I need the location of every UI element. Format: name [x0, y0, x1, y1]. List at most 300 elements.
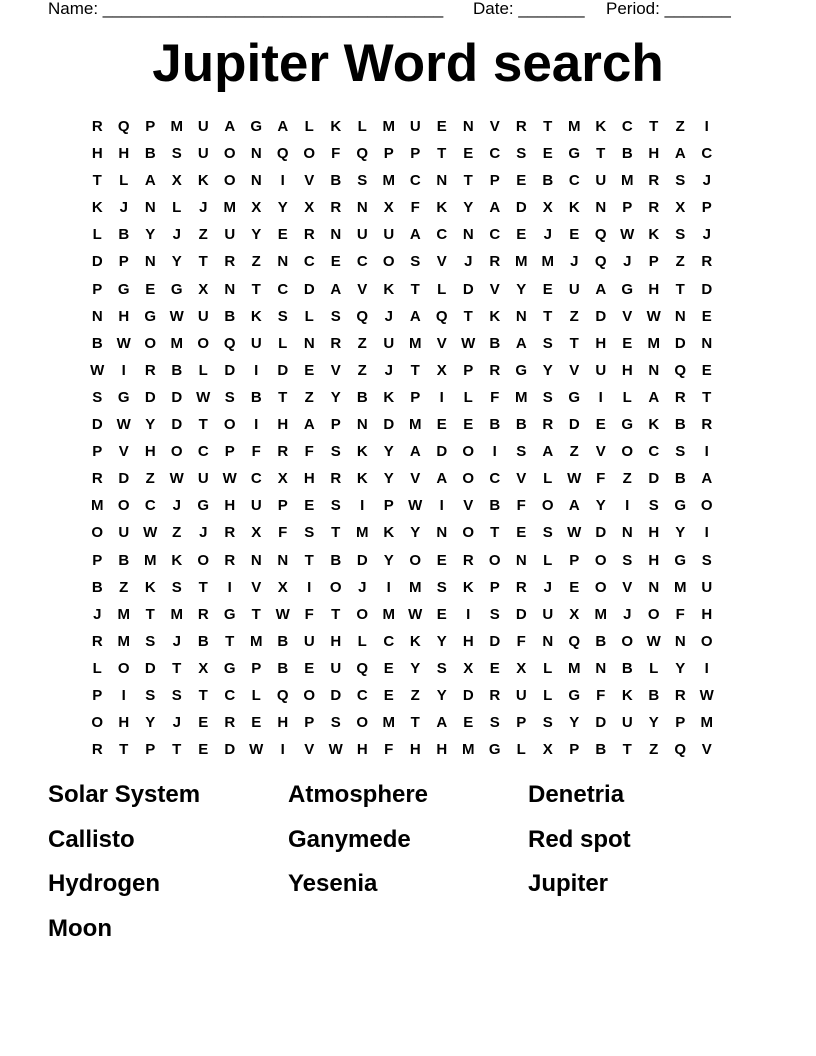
grid-letter[interactable]: O [594, 551, 607, 569]
grid-letter[interactable]: F [410, 199, 420, 217]
grid-letter[interactable]: L [516, 741, 526, 759]
grid-letter[interactable]: L [278, 334, 288, 352]
grid-letter[interactable]: V [622, 307, 633, 325]
grid-letter[interactable]: T [490, 524, 500, 542]
grid-letter[interactable]: I [466, 605, 471, 623]
grid-letter[interactable]: M [647, 334, 660, 352]
grid-letter[interactable]: H [144, 443, 156, 461]
grid-letter[interactable]: N [356, 416, 368, 434]
grid-letter[interactable]: R [224, 524, 236, 542]
grid-letter[interactable]: P [701, 199, 712, 217]
grid-letter[interactable]: V [489, 118, 500, 135]
grid-letter[interactable]: J [358, 578, 367, 596]
grid-letter[interactable]: C [356, 686, 368, 704]
grid-letter[interactable]: H [462, 632, 474, 650]
grid-letter[interactable]: E [516, 226, 527, 244]
grid-letter[interactable]: E [463, 714, 474, 732]
grid-letter[interactable]: K [595, 118, 607, 135]
grid-letter[interactable]: W [116, 416, 131, 434]
grid-letter[interactable]: S [304, 524, 315, 542]
grid-letter[interactable]: O [197, 551, 210, 569]
grid-letter[interactable]: Y [383, 551, 394, 569]
grid-letter[interactable]: T [543, 118, 553, 135]
grid-letter[interactable]: I [254, 416, 259, 434]
grid-letter[interactable]: G [223, 605, 236, 623]
grid-letter[interactable]: H [277, 714, 289, 732]
grid-letter[interactable]: R [91, 632, 103, 650]
grid-letter[interactable]: N [330, 226, 342, 244]
grid-letter[interactable]: T [649, 118, 659, 135]
grid-letter[interactable]: E [304, 497, 315, 515]
grid-letter[interactable]: W [646, 632, 661, 650]
grid-letter[interactable]: X [198, 659, 209, 677]
grid-letter[interactable]: J [384, 307, 393, 325]
grid-letter[interactable]: Q [435, 307, 448, 325]
grid-letter[interactable]: A [436, 714, 448, 732]
grid-letter[interactable]: L [92, 226, 102, 244]
grid-letter[interactable]: F [384, 741, 394, 759]
grid-letter[interactable]: Q [117, 118, 130, 135]
grid-letter[interactable]: O [197, 334, 210, 352]
grid-letter[interactable]: Y [436, 632, 447, 650]
grid-letter[interactable]: K [197, 172, 209, 190]
grid-letter[interactable]: M [700, 714, 713, 732]
grid-letter[interactable]: K [383, 524, 395, 542]
grid-letter[interactable]: M [356, 524, 369, 542]
grid-letter[interactable]: F [278, 524, 288, 542]
grid-letter[interactable]: B [621, 659, 633, 677]
grid-letter[interactable]: B [674, 416, 686, 434]
grid-letter[interactable]: D [356, 551, 368, 569]
grid-letter[interactable]: I [307, 578, 312, 596]
grid-letter[interactable]: P [569, 551, 580, 569]
grid-letter[interactable]: I [121, 361, 126, 379]
grid-letter[interactable]: P [92, 280, 103, 298]
grid-letter[interactable]: W [169, 307, 184, 325]
grid-letter[interactable]: U [568, 280, 580, 298]
grid-letter[interactable]: K [648, 226, 660, 244]
grid-letter[interactable]: M [382, 714, 395, 732]
grid-letter[interactable]: O [144, 334, 157, 352]
grid-letter[interactable]: U [383, 226, 395, 244]
grid-letter[interactable]: S [357, 172, 368, 190]
grid-letter[interactable]: W [143, 524, 158, 542]
grid-letter[interactable]: N [303, 334, 315, 352]
grid-letter[interactable]: S [92, 388, 103, 406]
grid-letter[interactable]: S [171, 578, 182, 596]
grid-letter[interactable]: F [516, 632, 526, 650]
grid-letter[interactable]: D [489, 632, 501, 650]
grid-letter[interactable]: I [227, 578, 232, 596]
grid-letter[interactable]: J [172, 497, 181, 515]
grid-letter[interactable]: X [171, 172, 182, 190]
grid-letter[interactable]: Y [436, 686, 447, 704]
grid-letter[interactable]: T [304, 551, 314, 569]
grid-letter[interactable]: G [144, 307, 157, 325]
grid-letter[interactable]: X [542, 199, 553, 217]
grid-letter[interactable]: T [331, 524, 341, 542]
grid-letter[interactable]: O [223, 145, 236, 163]
grid-letter[interactable]: Y [383, 470, 394, 488]
grid-letter[interactable]: J [543, 578, 552, 596]
grid-letter[interactable]: V [436, 334, 447, 352]
grid-letter[interactable]: M [409, 578, 422, 596]
grid-letter[interactable]: V [118, 443, 129, 461]
grid-letter[interactable]: F [304, 443, 314, 461]
grid-letter[interactable]: S [489, 605, 500, 623]
grid-letter[interactable]: S [277, 307, 288, 325]
grid-letter[interactable]: H [303, 470, 315, 488]
grid-letter[interactable]: W [567, 470, 582, 488]
grid-letter[interactable]: N [356, 199, 368, 217]
grid-letter[interactable]: N [462, 226, 474, 244]
grid-letter[interactable]: L [198, 361, 208, 379]
grid-letter[interactable]: N [144, 199, 156, 217]
grid-letter[interactable]: E [145, 280, 156, 298]
grid-letter[interactable]: J [384, 361, 393, 379]
grid-letter[interactable]: D [462, 686, 474, 704]
grid-letter[interactable]: T [437, 145, 447, 163]
grid-letter[interactable]: E [463, 145, 474, 163]
grid-letter[interactable]: U [621, 714, 633, 732]
grid-letter[interactable]: P [622, 199, 633, 217]
grid-letter[interactable]: A [674, 145, 686, 163]
grid-letter[interactable]: H [595, 334, 607, 352]
grid-letter[interactable]: N [462, 118, 474, 135]
grid-letter[interactable]: K [356, 470, 368, 488]
grid-letter[interactable]: Y [648, 714, 659, 732]
grid-letter[interactable]: E [569, 578, 580, 596]
grid-letter[interactable]: C [303, 253, 315, 271]
grid-letter[interactable]: L [172, 199, 182, 217]
grid-letter[interactable]: H [277, 416, 289, 434]
grid-letter[interactable]: M [382, 118, 395, 135]
grid-letter[interactable]: L [543, 659, 553, 677]
grid-letter[interactable]: G [515, 361, 528, 379]
grid-letter[interactable]: M [674, 578, 687, 596]
grid-letter[interactable]: P [410, 145, 421, 163]
grid-letter[interactable]: U [356, 226, 368, 244]
grid-letter[interactable]: Z [172, 524, 182, 542]
grid-letter[interactable]: D [224, 361, 236, 379]
grid-letter[interactable]: Z [622, 470, 632, 488]
grid-letter[interactable]: T [172, 659, 182, 677]
grid-letter[interactable]: C [356, 253, 368, 271]
grid-letter[interactable]: E [436, 118, 447, 135]
grid-letter[interactable]: R [224, 253, 236, 271]
grid-letter[interactable]: N [648, 578, 660, 596]
grid-letter[interactable]: P [304, 714, 315, 732]
grid-letter[interactable]: S [436, 659, 447, 677]
grid-letter[interactable]: L [304, 307, 314, 325]
grid-letter[interactable]: O [488, 551, 501, 569]
grid-letter[interactable]: P [277, 497, 288, 515]
grid-letter[interactable]: O [117, 497, 130, 515]
grid-letter[interactable]: S [516, 145, 527, 163]
grid-letter[interactable]: T [251, 280, 261, 298]
grid-letter[interactable]: T [278, 388, 288, 406]
grid-letter[interactable]: I [704, 443, 709, 461]
grid-letter[interactable]: E [277, 226, 288, 244]
grid-letter[interactable]: S [675, 443, 686, 461]
grid-letter[interactable]: U [197, 470, 209, 488]
grid-letter[interactable]: R [224, 551, 236, 569]
grid-letter[interactable]: S [330, 443, 341, 461]
grid-letter[interactable]: B [489, 497, 501, 515]
grid-letter[interactable]: T [225, 632, 235, 650]
grid-letter[interactable]: X [569, 605, 580, 623]
grid-letter[interactable]: A [515, 334, 527, 352]
grid-letter[interactable]: Z [675, 118, 685, 135]
grid-letter[interactable]: N [515, 307, 527, 325]
grid-letter[interactable]: P [92, 551, 103, 569]
grid-letter[interactable]: D [303, 280, 315, 298]
grid-letter[interactable]: G [197, 497, 210, 515]
grid-letter[interactable]: O [621, 632, 634, 650]
grid-letter[interactable]: G [117, 280, 130, 298]
grid-letter[interactable]: S [171, 145, 182, 163]
grid-letter[interactable]: E [595, 416, 606, 434]
grid-letter[interactable]: D [277, 361, 289, 379]
grid-letter[interactable]: D [701, 280, 713, 298]
grid-letter[interactable]: N [277, 551, 289, 569]
grid-letter[interactable]: T [145, 605, 155, 623]
grid-letter[interactable]: I [386, 578, 391, 596]
grid-letter[interactable]: L [119, 172, 129, 190]
grid-letter[interactable]: J [172, 226, 181, 244]
grid-letter[interactable]: N [277, 253, 289, 271]
grid-letter[interactable]: Y [171, 253, 182, 271]
grid-letter[interactable]: I [598, 388, 603, 406]
grid-letter[interactable]: M [382, 605, 395, 623]
grid-letter[interactable]: T [622, 741, 632, 759]
grid-letter[interactable]: Z [357, 334, 367, 352]
period-field[interactable]: Period: _______ [606, 0, 731, 18]
grid-letter[interactable]: L [622, 388, 632, 406]
grid-letter[interactable]: X [198, 280, 209, 298]
grid-letter[interactable]: O [621, 443, 634, 461]
grid-letter[interactable]: J [464, 253, 473, 271]
grid-letter[interactable]: F [490, 388, 500, 406]
grid-letter[interactable]: W [196, 388, 211, 406]
grid-letter[interactable]: K [356, 443, 368, 461]
grid-letter[interactable]: E [304, 659, 315, 677]
grid-letter[interactable]: I [704, 659, 709, 677]
grid-letter[interactable]: N [674, 632, 686, 650]
grid-letter[interactable]: M [621, 172, 634, 190]
grid-letter[interactable]: Z [675, 253, 685, 271]
grid-letter[interactable]: A [224, 118, 236, 135]
grid-letter[interactable]: N [224, 280, 236, 298]
grid-letter[interactable]: R [489, 253, 501, 271]
name-field[interactable]: Name: ____________________________________ [48, 0, 444, 18]
grid-letter[interactable]: D [515, 605, 527, 623]
grid-letter[interactable]: B [144, 145, 156, 163]
grid-letter[interactable]: N [648, 361, 660, 379]
grid-letter[interactable]: N [674, 307, 686, 325]
grid-letter[interactable]: P [675, 714, 686, 732]
grid-letter[interactable]: V [436, 253, 447, 271]
grid-letter[interactable]: V [569, 361, 580, 379]
grid-letter[interactable]: C [701, 145, 713, 163]
grid-letter[interactable]: T [569, 334, 579, 352]
grid-letter[interactable]: Z [569, 307, 579, 325]
grid-letter[interactable]: K [171, 551, 183, 569]
grid-letter[interactable]: H [648, 524, 660, 542]
grid-letter[interactable]: B [330, 172, 342, 190]
grid-letter[interactable]: N [144, 253, 156, 271]
grid-letter[interactable]: M [409, 416, 422, 434]
grid-letter[interactable]: H [330, 632, 342, 650]
grid-letter[interactable]: A [595, 280, 607, 298]
grid-letter[interactable]: M [515, 388, 528, 406]
grid-letter[interactable]: U [303, 632, 315, 650]
grid-letter[interactable]: C [621, 118, 633, 135]
grid-letter[interactable]: L [463, 388, 473, 406]
grid-letter[interactable]: K [330, 118, 342, 135]
grid-letter[interactable]: P [648, 253, 659, 271]
grid-letter[interactable]: O [462, 470, 475, 488]
grid-letter[interactable]: H [118, 307, 130, 325]
grid-letter[interactable]: G [568, 388, 581, 406]
grid-letter[interactable]: X [251, 524, 262, 542]
grid-letter[interactable]: T [92, 172, 102, 190]
grid-letter[interactable]: O [91, 524, 104, 542]
grid-letter[interactable]: V [304, 741, 315, 759]
grid-letter[interactable]: U [224, 226, 236, 244]
grid-letter[interactable]: K [621, 686, 633, 704]
grid-letter[interactable]: A [648, 388, 660, 406]
grid-letter[interactable]: O [91, 714, 104, 732]
grid-letter[interactable]: S [648, 497, 659, 515]
grid-letter[interactable]: M [91, 497, 104, 515]
grid-letter[interactable]: H [701, 605, 713, 623]
grid-letter[interactable]: D [648, 470, 660, 488]
grid-letter[interactable]: Q [674, 741, 687, 759]
grid-letter[interactable]: D [595, 524, 607, 542]
grid-letter[interactable]: P [145, 118, 156, 135]
grid-letter[interactable]: G [674, 551, 687, 569]
grid-letter[interactable]: Q [568, 632, 581, 650]
grid-letter[interactable]: B [171, 361, 183, 379]
grid-letter[interactable]: B [648, 686, 660, 704]
grid-letter[interactable]: X [516, 659, 527, 677]
grid-letter[interactable]: K [91, 199, 103, 217]
grid-letter[interactable]: E [622, 334, 633, 352]
grid-letter[interactable]: K [383, 388, 395, 406]
grid-letter[interactable]: E [489, 659, 500, 677]
grid-letter[interactable]: B [595, 632, 607, 650]
grid-letter[interactable]: J [702, 172, 711, 190]
grid-letter[interactable]: W [328, 741, 343, 759]
grid-letter[interactable]: U [595, 172, 607, 190]
grid-letter[interactable]: D [568, 416, 580, 434]
grid-letter[interactable]: D [595, 714, 607, 732]
grid-letter[interactable]: X [463, 659, 474, 677]
grid-letter[interactable]: P [463, 361, 474, 379]
grid-letter[interactable]: V [701, 741, 712, 759]
grid-letter[interactable]: A [303, 416, 315, 434]
grid-letter[interactable]: A [277, 118, 289, 135]
grid-letter[interactable]: V [410, 470, 421, 488]
grid-letter[interactable]: O [356, 605, 369, 623]
grid-letter[interactable]: Z [119, 578, 129, 596]
grid-letter[interactable]: M [250, 632, 263, 650]
grid-letter[interactable]: Y [410, 659, 421, 677]
grid-letter[interactable]: A [409, 307, 421, 325]
grid-letter[interactable]: P [410, 388, 421, 406]
grid-letter[interactable]: M [568, 659, 581, 677]
grid-letter[interactable]: M [515, 253, 528, 271]
grid-letter[interactable]: Z [649, 741, 659, 759]
grid-letter[interactable]: S [330, 307, 341, 325]
grid-letter[interactable]: W [408, 605, 423, 623]
grid-letter[interactable]: E [542, 280, 553, 298]
grid-letter[interactable]: M [117, 605, 130, 623]
grid-letter[interactable]: C [568, 172, 580, 190]
grid-letter[interactable]: T [331, 605, 341, 623]
grid-letter[interactable]: J [623, 605, 632, 623]
grid-letter[interactable]: A [436, 470, 448, 488]
grid-letter[interactable]: U [701, 578, 713, 596]
grid-letter[interactable]: T [198, 253, 208, 271]
grid-letter[interactable]: O [329, 578, 342, 596]
grid-letter[interactable]: Q [276, 686, 289, 704]
grid-letter[interactable]: W [90, 361, 105, 379]
grid-letter[interactable]: U [197, 307, 209, 325]
grid-letter[interactable]: C [489, 145, 501, 163]
grid-letter[interactable]: O [700, 497, 713, 515]
grid-letter[interactable]: E [516, 172, 527, 190]
grid-letter[interactable]: O [382, 253, 395, 271]
grid-letter[interactable]: F [251, 443, 261, 461]
grid-letter[interactable]: S [542, 388, 553, 406]
grid-letter[interactable]: B [356, 388, 368, 406]
grid-letter[interactable]: O [117, 659, 130, 677]
grid-letter[interactable]: O [462, 443, 475, 461]
grid-letter[interactable]: L [543, 470, 553, 488]
grid-letter[interactable]: I [704, 524, 709, 542]
grid-letter[interactable]: U [197, 118, 209, 135]
grid-letter[interactable]: R [330, 334, 342, 352]
grid-letter[interactable]: L [251, 686, 261, 704]
grid-letter[interactable]: R [330, 199, 342, 217]
grid-letter[interactable]: E [569, 226, 580, 244]
grid-letter[interactable]: K [144, 578, 156, 596]
grid-letter[interactable]: Q [356, 307, 369, 325]
grid-letter[interactable]: T [198, 416, 208, 434]
grid-letter[interactable]: C [144, 497, 156, 515]
grid-letter[interactable]: T [543, 307, 553, 325]
grid-letter[interactable]: R [542, 416, 554, 434]
grid-letter[interactable]: U [515, 686, 527, 704]
grid-letter[interactable]: A [701, 470, 713, 488]
grid-letter[interactable]: H [648, 145, 660, 163]
grid-letter[interactable]: G [250, 118, 263, 135]
grid-letter[interactable]: P [489, 578, 500, 596]
grid-letter[interactable]: Y [145, 416, 156, 434]
grid-letter[interactable]: A [330, 280, 342, 298]
grid-letter[interactable]: H [436, 741, 448, 759]
grid-letter[interactable]: E [436, 605, 447, 623]
grid-letter[interactable]: T [463, 307, 473, 325]
grid-letter[interactable]: H [648, 280, 660, 298]
grid-letter[interactable]: V [622, 578, 633, 596]
grid-letter[interactable]: M [568, 118, 581, 135]
grid-letter[interactable]: B [330, 551, 342, 569]
grid-letter[interactable]: U [409, 118, 421, 135]
grid-letter[interactable]: Y [383, 443, 394, 461]
